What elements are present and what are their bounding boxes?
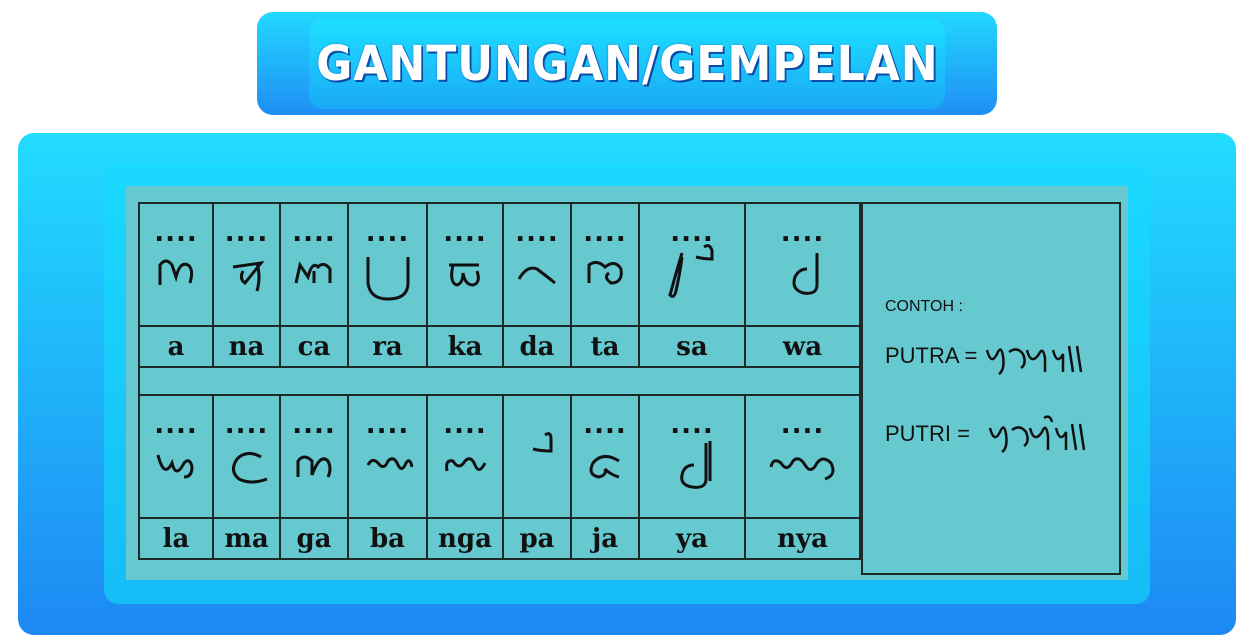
dots: .... (443, 217, 487, 248)
glyph-cell-wa (745, 203, 860, 326)
glyph-cell-ga (280, 395, 348, 518)
sa-glyph-icon (642, 243, 742, 303)
spacer-row (139, 367, 860, 395)
dots: .... (780, 217, 825, 248)
putri-script-icon (986, 414, 1086, 454)
label-ca: ca (280, 326, 348, 367)
label-row-1 (139, 326, 860, 367)
label-ga: ga (280, 518, 348, 559)
label-nga: nga (427, 518, 503, 559)
label-na: na (213, 326, 280, 367)
dots: .... (224, 217, 269, 248)
label-nya: nya (745, 518, 860, 559)
ya-glyph-icon (662, 435, 722, 495)
dots: .... (443, 409, 487, 440)
page-title: GANTUNGAN/GEMPELAN (315, 36, 939, 92)
example-box (861, 202, 1121, 575)
na-glyph-icon (217, 243, 277, 303)
ta-glyph-icon (575, 243, 635, 303)
glyph-cell-ma (213, 395, 280, 518)
dots: .... (365, 217, 410, 248)
dots: .... (583, 217, 627, 248)
glyph-cell-a (139, 203, 213, 326)
label-ya: ya (639, 518, 745, 559)
dots: .... (224, 409, 269, 440)
glyph-cell-ba (348, 395, 427, 518)
dots: .... (515, 217, 559, 248)
example-putra (885, 336, 1083, 376)
label-ja: ja (571, 518, 639, 559)
title-banner-inner (309, 19, 945, 109)
aksara-table (138, 202, 861, 560)
glyph-cell-da (503, 203, 571, 326)
dots: .... (365, 409, 410, 440)
glyph-cell-ja (571, 395, 639, 518)
example-putri-text: PUTRI = (885, 421, 970, 446)
glyph-cell-sa (639, 203, 745, 326)
da-glyph-icon (507, 243, 567, 303)
ga-glyph-icon (284, 435, 344, 495)
dots: .... (583, 409, 627, 440)
glyph-cell-la (139, 395, 213, 518)
ja-glyph-icon (575, 435, 635, 495)
title-banner (257, 12, 997, 115)
content-panel (126, 186, 1128, 580)
a-glyph-icon (146, 243, 206, 303)
putra-script-icon (983, 336, 1083, 376)
glyph-cell-nga (427, 395, 503, 518)
glyph-row-2 (139, 395, 860, 518)
ra-glyph-icon (358, 243, 418, 303)
ka-glyph-icon (435, 243, 495, 303)
la-glyph-icon (146, 435, 206, 495)
label-ba: ba (348, 518, 427, 559)
glyph-cell-nya (745, 395, 860, 518)
label-pa: pa (503, 518, 571, 559)
example-putri (885, 414, 1086, 454)
example-heading: CONTOH : (885, 298, 963, 315)
dots: .... (670, 409, 714, 440)
glyph-cell-na (213, 203, 280, 326)
glyph-cell-ta (571, 203, 639, 326)
label-wa: wa (745, 326, 860, 367)
label-ka: ka (427, 326, 503, 367)
label-ma: ma (213, 518, 280, 559)
label-ra: ra (348, 326, 427, 367)
glyph-cell-ca (280, 203, 348, 326)
glyph-cell-ra (348, 203, 427, 326)
ca-glyph-icon (284, 243, 344, 303)
dots: .... (154, 409, 198, 440)
ba-glyph-icon (358, 435, 418, 495)
dots: .... (154, 217, 198, 248)
label-row-2 (139, 518, 860, 559)
main-frame-inner (104, 164, 1150, 604)
label-sa: sa (639, 326, 745, 367)
label-ta: ta (571, 326, 639, 367)
glyph-cell-ya (639, 395, 745, 518)
dots: .... (292, 409, 336, 440)
dots: .... (780, 409, 825, 440)
glyph-cell-pa (503, 395, 571, 518)
nya-glyph-icon (763, 435, 843, 495)
main-frame (18, 133, 1236, 635)
dots: .... (292, 217, 336, 248)
glyph-row-1 (139, 203, 860, 326)
nga-glyph-icon (435, 435, 495, 495)
wa-glyph-icon (773, 243, 833, 303)
label-la: la (139, 518, 213, 559)
label-a: a (139, 326, 213, 367)
spacer-cell (139, 367, 860, 395)
glyph-cell-ka (427, 203, 503, 326)
dots: .... (670, 217, 714, 248)
ma-glyph-icon (217, 435, 277, 495)
pa-glyph-icon (507, 429, 567, 489)
example-putra-text: PUTRA = (885, 343, 978, 368)
label-da: da (503, 326, 571, 367)
